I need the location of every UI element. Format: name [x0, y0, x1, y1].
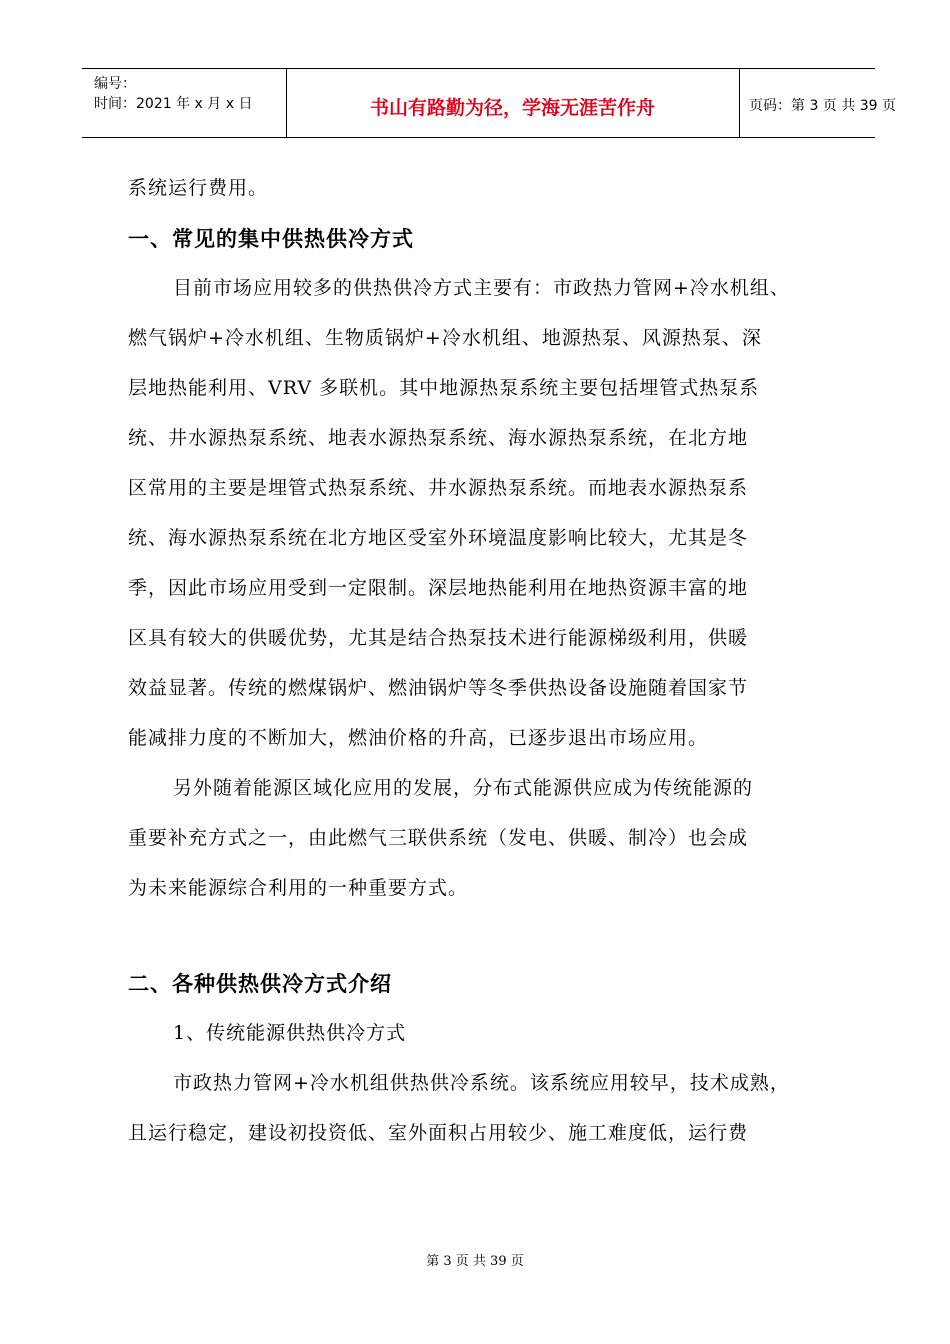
body-line: 市政热力管网+冷水机组供热供冷系统。该系统应用较早，技术成熟， — [173, 1072, 790, 1094]
page-header — [82, 68, 896, 138]
section-heading: 一、常见的集中供热供冷方式 — [128, 227, 414, 251]
section-heading: 二、各种供热供冷方式介绍 — [128, 972, 392, 996]
body-line: 另外随着能源区域化应用的发展，分布式能源供应成为传统能源的 — [173, 777, 754, 799]
document-number-label: 编号： — [94, 76, 136, 92]
body-line: 能减排力度的不断加大，燃油价格的升高，已逐步退出市场应用。 — [128, 727, 709, 749]
page-footer: 第 3 页 共 39 页 — [426, 1254, 524, 1269]
body-line: 重要补充方式之一，由此燃气三联供系统（发电、供暖、制冷）也会成 — [128, 827, 749, 849]
body-line: 层地热能利用、VRV 多联机。其中地源热泵系统主要包括埋管式热泵系 — [128, 377, 760, 399]
document-time-label: 时间：2021 年 x 月 x 日 — [94, 96, 253, 112]
header-page-cell — [741, 69, 896, 137]
header-meta-cell — [82, 69, 287, 137]
body-line: 燃气锅炉+冷水机组、生物质锅炉+冷水机组、地源热泵、风源热泵、深 — [128, 327, 762, 349]
body-line: 且运行稳定，建设初投资低、室外面积占用较少、施工难度低，运行费 — [128, 1122, 749, 1144]
header-motto: 书山有路勤为径，学海无涯苦作舟 — [369, 97, 655, 119]
body-line: 区具有较大的供暖优势，尤其是结合热泵技术进行能源梯级利用，供暖 — [128, 627, 749, 649]
body-line: 季，因此市场应用受到一定限制。深层地热能利用在地热资源丰富的地 — [128, 577, 749, 599]
body-line: 统、井水源热泵系统、地表水源热泵系统、海水源热泵系统，在北方地 — [128, 427, 749, 449]
body-line: 区常用的主要是埋管式热泵系统、井水源热泵系统。而地表水源热泵系 — [128, 477, 749, 499]
body-line: 目前市场应用较多的供热供冷方式主要有：市政热力管网+冷水机组、 — [173, 277, 790, 299]
body-line: 统、海水源热泵系统在北方地区受室外环境温度影响比较大，尤其是冬 — [128, 527, 749, 549]
body-line: 效益显著。传统的燃煤锅炉、燃油锅炉等冬季供热设备设施随着国家节 — [128, 677, 749, 699]
subheading: 1、传统能源供热供冷方式 — [173, 1022, 407, 1044]
body-line: 为未来能源综合利用的一种重要方式。 — [128, 877, 469, 899]
header-page-info: 页码：第 3 页 共 39 页 — [749, 98, 896, 114]
body-line: 系统运行费用。 — [128, 177, 269, 199]
header-motto-cell — [286, 69, 740, 137]
